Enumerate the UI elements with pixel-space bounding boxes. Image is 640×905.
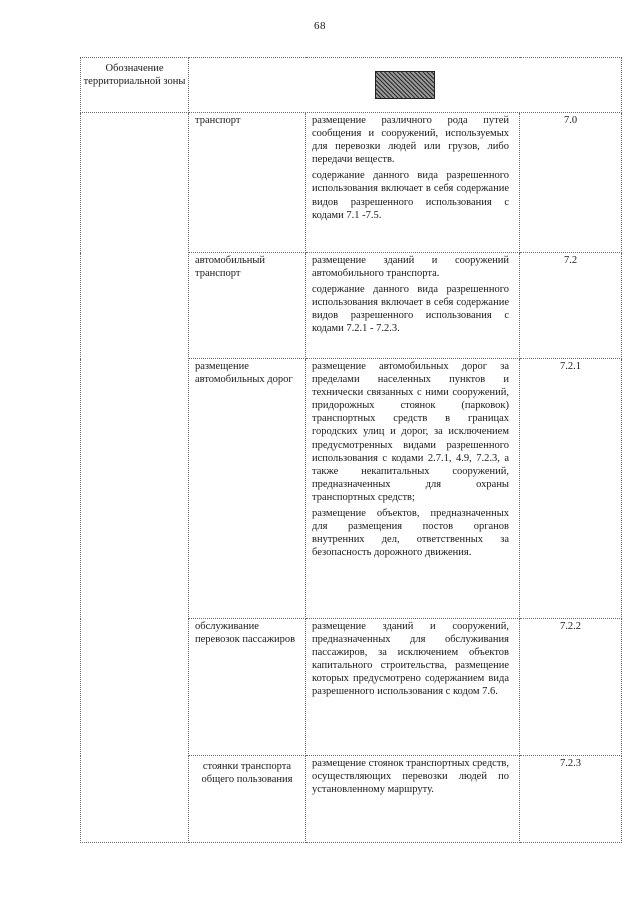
description-cell bbox=[306, 619, 520, 756]
use-type-cell: обслуживание перевозок пассажиров bbox=[189, 619, 306, 756]
use-type-cell: размещение автомобильных дорог bbox=[189, 359, 306, 619]
zones-table bbox=[80, 57, 622, 843]
code-cell: 7.2.2 bbox=[520, 619, 622, 756]
zone-cell bbox=[81, 113, 189, 843]
header-merged-cell bbox=[189, 58, 622, 113]
header-zone-designation: Обозначение территориальной зоны bbox=[81, 58, 189, 113]
description-paragraph: размещение зданий и сооружений автомобильного транспорта. bbox=[312, 255, 509, 280]
redacted-stamp bbox=[375, 71, 435, 99]
use-type-cell: стоянки транспорта общего пользования bbox=[189, 756, 306, 843]
code-cell: 7.0 bbox=[520, 113, 622, 253]
description-cell bbox=[306, 113, 520, 253]
use-type-cell: автомобильный транспорт bbox=[189, 253, 306, 359]
page-number: 68 bbox=[314, 20, 326, 32]
use-type-cell: транспорт bbox=[189, 113, 306, 253]
description-paragraph: размещение объектов, предназначенных для размещения постов органов внутренних дел, ответственных за безопасность дорожного движения. bbox=[312, 508, 509, 559]
table-row bbox=[81, 113, 622, 253]
description-cell bbox=[306, 359, 520, 619]
description-paragraph: содержание данного вида разрешенного использования включает в себя содержание видов разрешенного использования с кодами 7.1 -7.5. bbox=[312, 170, 509, 221]
table-header-row bbox=[81, 58, 622, 113]
description-paragraph: размещение автомобильных дорог за пределами населенных пунктов и технически связанных с ними сооружений, придорожных стоянок (парковок) транспортных средств в границах городских улиц и дорог, за исключением предусмотренных видами разрешенного использования с кодами 2.7.1, 4.9, 7.2.3, а также некапитальных сооружений, предназначенных для охраны транспортных средств; bbox=[312, 361, 509, 503]
description-paragraph: размещение различного рода путей сообщения и сооружений, используемых для перевозки людей или грузов, либо передачи веществ. bbox=[312, 115, 509, 166]
description-paragraph: размещение стоянок транспортных средств, осуществляющих перевозки людей по установленному маршруту. bbox=[312, 758, 509, 796]
description-cell bbox=[306, 253, 520, 359]
description-paragraph: содержание данного вида разрешенного использования включает в себя содержание видов разрешенного использования с кодами 7.2.1 - 7.2.3. bbox=[312, 284, 509, 335]
description-paragraph: размещение зданий и сооружений, предназначенных для обслуживания пассажиров, за исключением объектов капитального строительства, размещение которых предусмотрено содержанием вида разрешенного использования с кодом 7.6. bbox=[312, 621, 509, 698]
code-cell: 7.2 bbox=[520, 253, 622, 359]
code-cell: 7.2.1 bbox=[520, 359, 622, 619]
code-cell: 7.2.3 bbox=[520, 756, 622, 843]
description-cell bbox=[306, 756, 520, 843]
